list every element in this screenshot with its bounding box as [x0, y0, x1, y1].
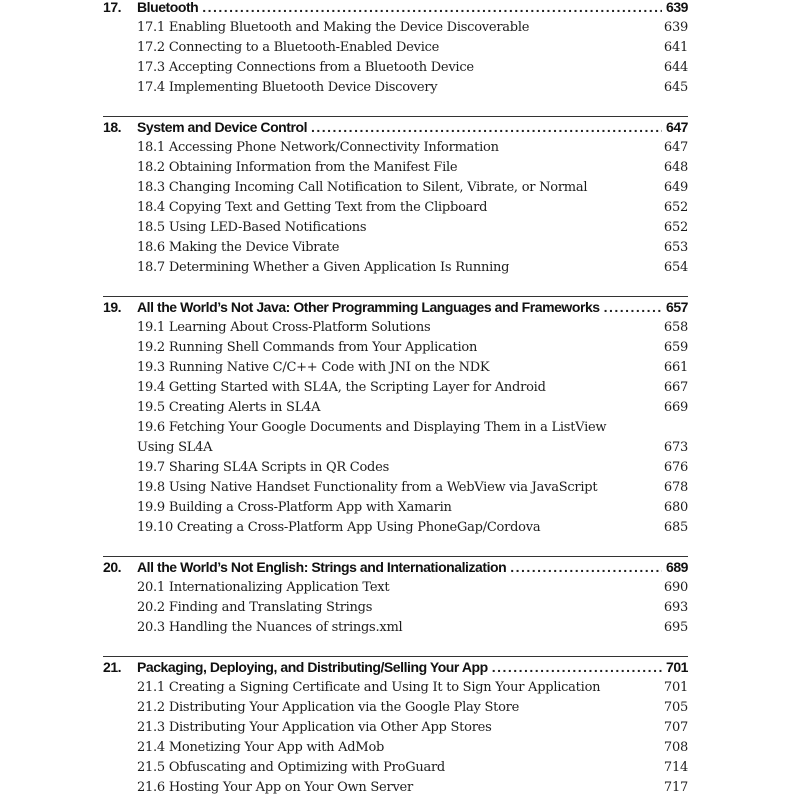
- chapter-number: 20.: [103, 559, 122, 575]
- chapter-gap: [103, 98, 688, 116]
- dot-leader: [510, 557, 662, 578]
- section-title: 20.2 Finding and Translating Strings: [137, 600, 373, 615]
- section-entry[interactable]: [103, 398, 688, 418]
- chapter-20: [103, 556, 688, 638]
- section-title: 21.1 Creating a Signing Certificate and Using It to Sign Your Application: [137, 680, 601, 695]
- chapter-number: 19.: [103, 299, 122, 315]
- chapter-page: 639: [665, 0, 688, 15]
- section-title: 17.2 Connecting to a Bluetooth-Enabled Device: [137, 40, 440, 55]
- section-title: 18.3 Changing Incoming Call Notification to Silent, Vibrate, or Normal: [137, 180, 588, 195]
- section-title: 19.4 Getting Started with SL4A, the Scripting Layer for Android: [137, 380, 546, 395]
- section-title: 19.2 Running Shell Commands from Your Application: [137, 340, 478, 355]
- chapter-21: [103, 656, 688, 798]
- section-page: 645: [663, 80, 688, 95]
- chapter-number: 17.: [103, 0, 122, 15]
- section-entry[interactable]: [103, 358, 688, 378]
- section-title: 21.2 Distributing Your Application via the Google Play Store: [137, 700, 520, 715]
- chapter-gap: [103, 278, 688, 296]
- section-entry[interactable]: [103, 458, 688, 478]
- section-page: 647: [663, 140, 688, 155]
- chapter-heading[interactable]: [103, 557, 688, 578]
- section-entry[interactable]: [103, 378, 688, 398]
- section-page: 680: [663, 500, 688, 515]
- section-entry[interactable]: [103, 238, 688, 258]
- section-entry[interactable]: [103, 778, 688, 798]
- section-title: 19.1 Learning About Cross-Platform Solutions: [137, 320, 431, 335]
- section-title: 19.10 Creating a Cross-Platform App Using PhoneGap/Cordova: [137, 520, 541, 535]
- section-page: 654: [663, 260, 688, 275]
- section-page: 714: [663, 760, 688, 775]
- section-entry[interactable]: [103, 478, 688, 498]
- section-page: 705: [663, 700, 688, 715]
- section-page: 695: [663, 620, 688, 635]
- section-title: 21.3 Distributing Your Application via Other App Stores: [137, 720, 492, 735]
- section-entry[interactable]: [103, 718, 688, 738]
- section-title: 19.6 Fetching Your Google Documents and Displaying Them in a ListView Using SL4A: [137, 420, 607, 455]
- chapter-page: 701: [665, 659, 688, 675]
- chapter-gap: [103, 638, 688, 656]
- section-entry[interactable]: [103, 198, 688, 218]
- section-title: 20.1 Internationalizing Application Text: [137, 580, 390, 595]
- section-title: 19.5 Creating Alerts in SL4A: [137, 400, 321, 415]
- section-title: 18.5 Using LED-Based Notifications: [137, 220, 367, 235]
- chapter-18: [103, 116, 688, 278]
- section-page: 659: [663, 340, 688, 355]
- section-entry[interactable]: [103, 518, 688, 538]
- chapter-page: 647: [665, 119, 688, 135]
- section-page: 673: [663, 440, 688, 455]
- dot-leader: [311, 117, 662, 138]
- table-of-contents: [103, 0, 688, 798]
- section-page: 676: [663, 460, 688, 475]
- section-title: 19.9 Building a Cross-Platform App with Xamarin: [137, 500, 452, 515]
- chapter-19: [103, 296, 688, 538]
- chapter-heading[interactable]: [103, 297, 688, 318]
- section-page: 701: [663, 680, 688, 695]
- section-entry[interactable]: [103, 178, 688, 198]
- dot-leader: [604, 297, 662, 318]
- section-entry[interactable]: [103, 338, 688, 358]
- section-entry[interactable]: [103, 758, 688, 778]
- section-title: 18.2 Obtaining Information from the Manifest File: [137, 160, 458, 175]
- section-title: 19.8 Using Native Handset Functionality from a WebView via JavaScript: [137, 480, 598, 495]
- section-entry[interactable]: [103, 578, 688, 598]
- section-title: 17.3 Accepting Connections from a Bluetooth Device: [137, 60, 474, 75]
- dot-leader: [492, 657, 662, 678]
- chapter-heading[interactable]: [103, 117, 688, 138]
- section-title: 18.7 Determining Whether a Given Application Is Running: [137, 260, 510, 275]
- chapter-heading[interactable]: [103, 0, 688, 18]
- section-entry[interactable]: [103, 58, 688, 78]
- section-page: 653: [663, 240, 688, 255]
- section-title: 18.1 Accessing Phone Network/Connectivity Information: [137, 140, 499, 155]
- section-page: 690: [663, 580, 688, 595]
- section-entry[interactable]: [103, 738, 688, 758]
- section-entry[interactable]: [103, 78, 688, 98]
- section-entry[interactable]: [103, 618, 688, 638]
- section-title: 21.6 Hosting Your App on Your Own Server: [137, 780, 413, 795]
- chapter-number: 18.: [103, 119, 122, 135]
- section-entry[interactable]: [103, 158, 688, 178]
- section-page: 717: [663, 780, 688, 795]
- section-page: 658: [663, 320, 688, 335]
- chapter-heading[interactable]: [103, 657, 688, 678]
- section-page: 649: [663, 180, 688, 195]
- section-page: 685: [663, 520, 688, 535]
- section-title: 19.7 Sharing SL4A Scripts in QR Codes: [137, 460, 389, 475]
- chapter-page: 689: [665, 559, 688, 575]
- section-page: 652: [663, 220, 688, 235]
- section-page: 707: [663, 720, 688, 735]
- section-title: 21.4 Monetizing Your App with AdMob: [137, 740, 385, 755]
- chapter-title: All the World’s Not English: Strings and Internationalization: [137, 559, 507, 575]
- dot-leader: [202, 0, 662, 18]
- section-page: 669: [663, 400, 688, 415]
- section-entry[interactable]: [103, 418, 688, 458]
- section-entry[interactable]: [103, 598, 688, 618]
- section-title: 19.3 Running Native C/C++ Code with JNI on the NDK: [137, 360, 490, 375]
- section-title: 21.5 Obfuscating and Optimizing with ProGuard: [137, 760, 446, 775]
- chapter-17: [103, 0, 688, 98]
- section-entry[interactable]: [103, 698, 688, 718]
- section-page: 639: [663, 20, 688, 35]
- section-title: 18.4 Copying Text and Getting Text from the Clipboard: [137, 200, 488, 215]
- section-entry[interactable]: [103, 38, 688, 58]
- section-page: 648: [663, 160, 688, 175]
- section-title: 17.4 Implementing Bluetooth Device Discovery: [137, 80, 438, 95]
- chapter-title: Packaging, Deploying, and Distributing/Selling Your App: [137, 659, 488, 675]
- section-entry[interactable]: [103, 498, 688, 518]
- section-entry[interactable]: [103, 678, 688, 698]
- section-page: 641: [663, 40, 688, 55]
- chapter-number: 21.: [103, 659, 122, 675]
- section-page: 667: [663, 380, 688, 395]
- chapter-page: 657: [665, 299, 688, 315]
- section-title: 18.6 Making the Device Vibrate: [137, 240, 340, 255]
- section-title: 20.3 Handling the Nuances of strings.xml: [137, 620, 403, 635]
- section-entry[interactable]: [103, 138, 688, 158]
- section-page: 661: [663, 360, 688, 375]
- chapter-title: Bluetooth: [137, 0, 199, 15]
- section-entry[interactable]: [103, 18, 688, 38]
- section-entry[interactable]: [103, 318, 688, 338]
- section-page: 693: [663, 600, 688, 615]
- chapter-gap: [103, 538, 688, 556]
- section-page: 644: [663, 60, 688, 75]
- section-page: 708: [663, 740, 688, 755]
- chapter-title: System and Device Control: [137, 119, 308, 135]
- section-entry[interactable]: [103, 218, 688, 238]
- chapter-title: All the World’s Not Java: Other Programming Languages and Frameworks: [137, 299, 600, 315]
- section-title: 17.1 Enabling Bluetooth and Making the Device Discoverable: [137, 20, 530, 35]
- section-entry[interactable]: [103, 258, 688, 278]
- section-page: 652: [663, 200, 688, 215]
- section-page: 678: [663, 480, 688, 495]
